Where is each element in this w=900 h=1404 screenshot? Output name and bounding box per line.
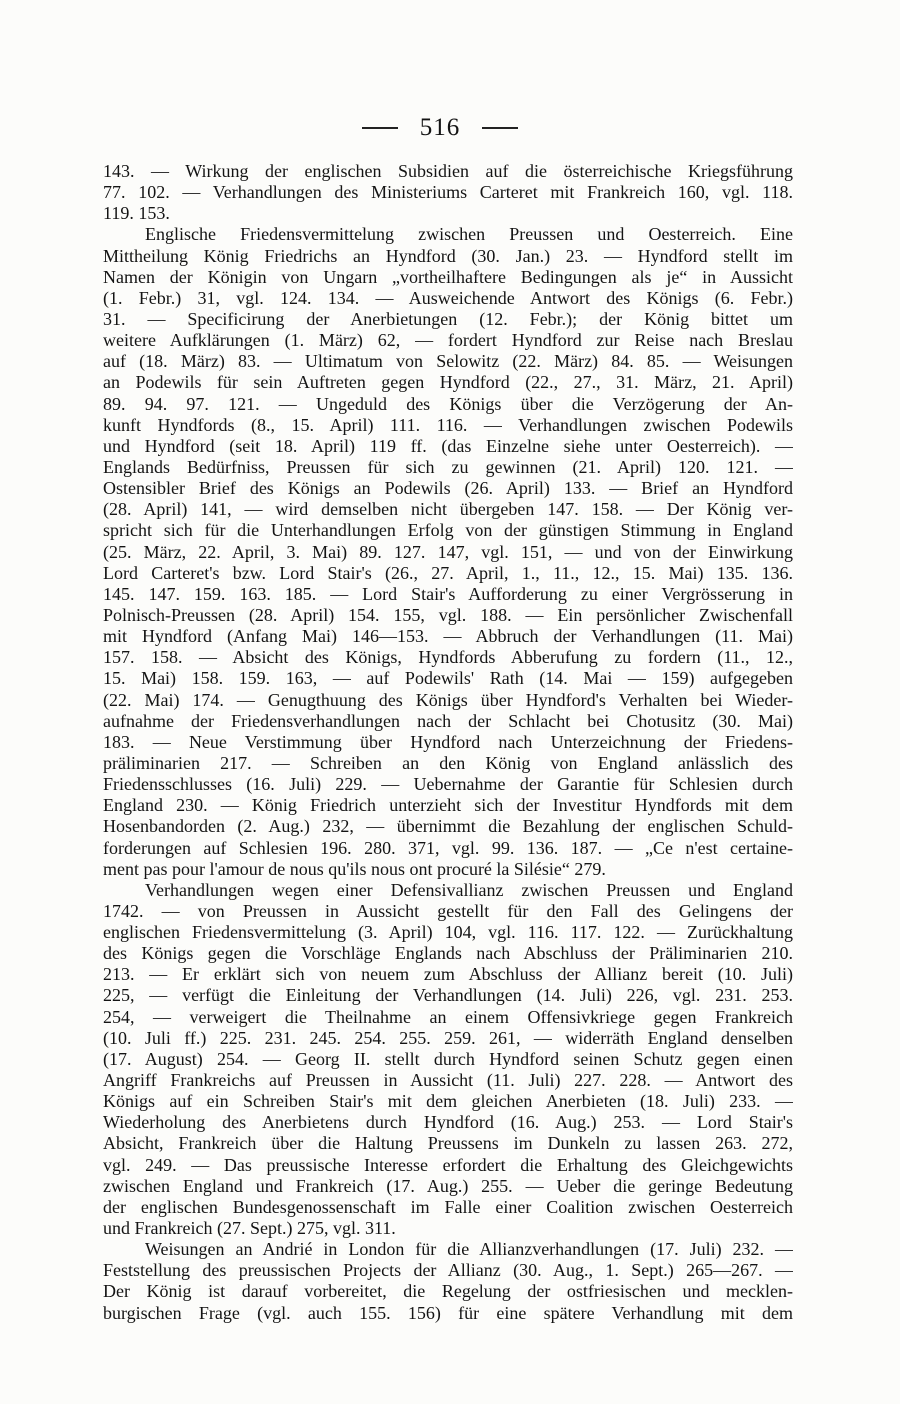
- text-line: 213. — Er erklärt sich von neuem zum Abschluss der Allianz bereit (10. Juli): [103, 964, 793, 985]
- text-line: aufnahme der Friedensverhandlungen nach der Schlacht bei Chotusitz (30. Mai): [103, 710, 793, 731]
- text-line: (1. Febr.) 31, vgl. 124. 134. — Ausweichende Antwort des Königs (6. Febr.): [103, 287, 793, 308]
- text-line: 143. — Wirkung der englischen Subsidien auf die österreichische Kriegsführung: [103, 161, 793, 181]
- text-line: Hosenbandorden (2. Aug.) 232, — übernimmt die Bezahlung der englischen Schuld-: [103, 816, 793, 837]
- text-line: 183. — Neue Verstimmung über Hyndford nach Unterzeichnung der Friedens-: [103, 731, 793, 752]
- text-line: kunft Hyndfords (8., 15. April) 111. 116. — Verhandlungen zwischen Podewils: [103, 414, 793, 435]
- text-line: (17. August) 254. — Georg II. stellt durch Hyndford seinen Schutz gegen einen: [103, 1048, 793, 1069]
- text-line: Angriff Frankreichs auf Preussen in Aussicht (11. Juli) 227. 228. — Antwort des: [103, 1070, 793, 1091]
- text-line: 254, — verweigert die Theilnahme an einem Offensivkriege gegen Frankreich: [103, 1006, 793, 1027]
- text-line: 31. — Specificirung der Anerbietungen (12. Febr.); der König bittet um: [103, 308, 793, 329]
- text-line: 157. 158. — Absicht des Königs, Hyndfords Abberufung zu fordern (11., 12.,: [103, 647, 793, 668]
- text-line: der englischen Bundesgenossenschaft im Falle einer Coalition zwischen Oesterreich: [103, 1196, 793, 1217]
- text-line: Englands Bedürfniss, Preussen für sich zu gewinnen (21. April) 120. 121. —: [103, 456, 793, 477]
- text-line: zwischen England und Frankreich (17. Aug.) 255. — Ueber die geringe Bedeutung: [103, 1175, 793, 1196]
- index-text: [103, 161, 793, 1324]
- text-line: Feststellung des preussischen Projects der Allianz (30. Aug., 1. Sept.) 265—267. —: [103, 1260, 793, 1281]
- text-line: des Königs gegen die Vorschläge Englands nach Abschluss der Präliminarien 210.: [103, 943, 793, 964]
- text-line: 89. 94. 97. 121. — Ungeduld des Königs über die Verzögerung der An-: [103, 393, 793, 414]
- text-line: burgischen Frage (vgl. auch 155. 156) für eine spätere Verhandlung mit dem: [103, 1302, 793, 1323]
- text-line: und Hyndford (seit 18. April) 119 ff. (das Einzelne siehe unter Oesterreich). —: [103, 435, 793, 456]
- text-line: 1742. — von Preussen in Aussicht gestellt für den Fall des Gelingens der: [103, 900, 793, 921]
- text-line: Polnisch-Preussen (28. April) 154. 155, vgl. 188. — Ein persönlicher Zwischenfall: [103, 604, 793, 625]
- text-line: spricht sich für die Unterhandlungen Erfolg von der günstigen Stimmung in England: [103, 520, 793, 541]
- page-number: 516: [419, 114, 461, 141]
- text-line: (10. Juli ff.) 225. 231. 245. 254. 255. 259. 261, — widerräth England denselben: [103, 1027, 793, 1048]
- text-line: und Frankreich (27. Sept.) 275, vgl. 311.: [103, 1218, 396, 1239]
- text-line: forderungen auf Schlesien 196. 280. 371, vgl. 99. 136. 187. — „Ce n'est certaine-: [103, 837, 793, 858]
- text-line: weitere Aufklärungen (1. März) 62, — fordert Hyndford zur Reise nach Breslau: [103, 330, 793, 351]
- text-line: Weisungen an Andrié in London für die Allianzverhandlungen (17. Juli) 232. —: [145, 1239, 793, 1260]
- text-line: 225, — verfügt die Einleitung der Verhandlungen (14. Juli) 226, vgl. 231. 253.: [103, 985, 793, 1006]
- text-line: Englische Friedensvermittelung zwischen Preussen und Oesterreich. Eine: [145, 224, 793, 245]
- header-dash-right: [482, 127, 518, 128]
- header-dash-left: [362, 127, 398, 128]
- page-header: [340, 112, 540, 144]
- text-line: 15. Mai) 158. 159. 163, — auf Podewils' Rath (14. Mai — 159) aufgegeben: [103, 668, 793, 689]
- text-line: Mittheilung König Friedrichs an Hyndford (30. Jan.) 23. — Hyndford stellt im: [103, 245, 793, 266]
- text-line: englischen Friedensvermittelung (3. April) 104, vgl. 116. 117. 122. — Zurückhaltung: [103, 922, 793, 943]
- text-line: ment pas pour l'amour de nous qu'ils nous ont procuré la Silésie“ 279.: [103, 858, 606, 879]
- text-line: präliminarien 217. — Schreiben an den König von England anlässlich des: [103, 752, 793, 773]
- text-line: mit Hyndford (Anfang Mai) 146—153. — Abbruch der Verhandlungen (11. Mai): [103, 626, 793, 647]
- text-line: Lord Carteret's bzw. Lord Stair's (26., 27. April, 1., 11., 12., 15. Mai) 135. 136.: [103, 562, 793, 583]
- text-line: Namen der Königin von Ungarn „vortheilhaftere Bedingungen als je“ in Aussicht: [103, 266, 793, 287]
- text-line: 145. 147. 159. 163. 185. — Lord Stair's Aufforderung zu einer Vergrösserung in: [103, 583, 793, 604]
- text-line: vgl. 249. — Das preussische Interesse erfordert die Erhaltung des Gleichgewichts: [103, 1154, 793, 1175]
- text-line: auf (18. März) 83. — Ultimatum von Selowitz (22. März) 84. 85. — Weisungen: [103, 351, 793, 372]
- text-line: Verhandlungen wegen einer Defensivallianz zwischen Preussen und England: [145, 879, 793, 900]
- text-line: Friedensschlusses (16. Juli) 229. — Uebernahme der Garantie für Schlesien durch: [103, 774, 793, 795]
- text-line: Wiederholung des Anerbietens durch Hyndford (16. Aug.) 253. — Lord Stair's: [103, 1112, 793, 1133]
- text-line: Absicht, Frankreich über die Haltung Preussens im Dunkeln zu lassen 263. 272,: [103, 1133, 793, 1154]
- text-line: (22. Mai) 174. — Genugthuung des Königs über Hyndford's Verhalten bei Wieder-: [103, 689, 793, 710]
- text-line: (28. April) 141, — wird demselben nicht übergeben 147. 158. — Der König ver-: [103, 499, 793, 520]
- text-line: 119. 153.: [103, 203, 170, 224]
- text-line: England 230. — König Friedrich unterzieht sich der Investitur Hyndfords mit dem: [103, 795, 793, 816]
- text-line: Der König ist darauf vorbereitet, die Regelung der ostfriesischen und mecklen-: [103, 1281, 793, 1302]
- text-line: (25. März, 22. April, 3. Mai) 89. 127. 147, vgl. 151, — und von der Einwirkung: [103, 541, 793, 562]
- text-line: 77. 102. — Verhandlungen des Ministeriums Carteret mit Frankreich 160, vgl. 118.: [103, 182, 793, 203]
- text-line: an Podewils für sein Auftreten gegen Hyndford (22., 27., 31. März, 21. April): [103, 372, 793, 393]
- text-line: Ostensibler Brief des Königs an Podewils (26. April) 133. — Brief an Hyndford: [103, 478, 793, 499]
- text-line: Königs auf ein Schreiben Stair's mit dem gleichen Anerbieten (18. Juli) 233. —: [103, 1091, 793, 1112]
